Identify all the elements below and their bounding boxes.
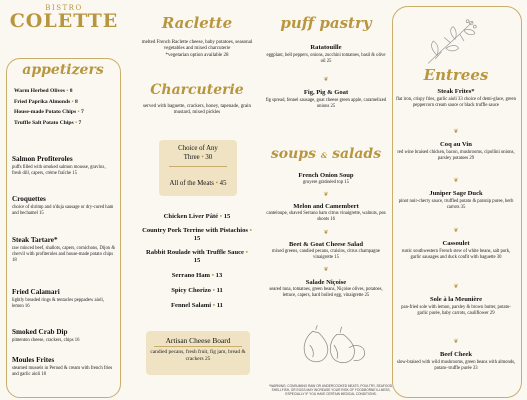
item-desc: pan-fried sole with lemon, parsley & brown butter, potato-garlic purée, baby carrots, cauliflower 29 bbox=[401, 305, 511, 317]
item-name: Juniper Sage Duck bbox=[429, 190, 483, 197]
item-desc: choice of shrimp and n'duja sausage or dry-cured ham and bechamel 15 bbox=[12, 205, 114, 217]
charcuterie-item: Rabbit Roulade with Truffle Sauce • 15 bbox=[146, 249, 248, 264]
appetizer-item bbox=[12, 155, 116, 177]
brand-name: COLETTE bbox=[9, 10, 119, 32]
raclette-desc: melted French Raclette cheese, baby potatoes, seasonal vegetables and mixed charcuterie *vegetarian option available 28 bbox=[141, 40, 253, 58]
small-item: Truffle Salt Potato Chips • 7 bbox=[14, 119, 82, 126]
entree-item bbox=[396, 351, 516, 372]
item-desc: red wine braised chicken, bacon, mushrooms, cipollini onions, parsley potatoes 29 bbox=[397, 150, 515, 162]
entree-item bbox=[396, 88, 516, 109]
item-name: Fig, Pig & Goat bbox=[303, 89, 349, 96]
charcuterie-item: Spicy Chorizo • 11 bbox=[171, 287, 223, 294]
flourish-icon: ❦ bbox=[323, 229, 329, 236]
appetizer-item bbox=[12, 356, 116, 378]
item-name: Ratatouille bbox=[310, 44, 342, 51]
cheese-board-desc: candied pecans, fresh fruit, fig jam, bread & crackers 25 bbox=[150, 349, 246, 362]
entree-item bbox=[396, 141, 516, 162]
item-name: Coq au Vin bbox=[440, 141, 472, 148]
item-desc: slow-braised with wild mushrooms, green beans with almonds, potato–truffle purée 33 bbox=[396, 360, 516, 372]
appetizer-item bbox=[12, 195, 116, 217]
item-desc: pimenton cheese, crackers, chips 16 bbox=[12, 338, 80, 343]
soup-item bbox=[264, 279, 388, 299]
appetizer-item bbox=[12, 328, 116, 344]
item-desc: fig spread, fennel sausage, goat cheese green apple, caramelized onions 25 bbox=[265, 98, 387, 110]
options-divider bbox=[169, 166, 227, 167]
item-desc: lightly breaded rings & tentacles peppadew aioli, lemon 16 bbox=[12, 298, 105, 310]
pastry-item bbox=[264, 44, 388, 65]
item-desc: mixed greens, candied pecans, craisins, citrus champagne vinaigrette 15 bbox=[272, 249, 380, 261]
item-name: Sole à la Meunière bbox=[429, 296, 483, 303]
soup-item bbox=[264, 241, 388, 261]
item-name: Steak Tartare* bbox=[12, 236, 58, 244]
item-desc: raw minced beef, shallots, capers, cornichons, Dijon & chervil with profiteroles and house-made potato chips 18 bbox=[12, 246, 115, 264]
soup-item bbox=[264, 172, 388, 186]
all-meats-line: All of the Meats • 45 bbox=[169, 180, 227, 187]
flourish-icon: ❦ bbox=[323, 191, 329, 198]
appetizers-title: appetizers bbox=[22, 62, 104, 78]
item-desc: steamed mussels in Pernod & cream with french fries and garlic aioli 18 bbox=[12, 366, 113, 378]
item-desc: seared tuna, tomatoes, green beans, Niçoise olives, potatoes, lettuce, capers, hard boiled egg, vinaigrette 25 bbox=[269, 287, 383, 299]
item-name: Melon and Camembert bbox=[293, 203, 359, 210]
entree-item bbox=[396, 190, 516, 211]
item-name: Smoked Crab Dip bbox=[12, 328, 68, 336]
raclette-title: Raclette bbox=[161, 14, 233, 32]
charcuterie-item: Country Pork Terrine with Pistachios • 15 bbox=[142, 227, 252, 242]
brand-top: BISTRO bbox=[45, 4, 83, 12]
item-desc: canteloupe, shaved Serrano ham citrus vinaigrette, walnuts, pea shoots 16 bbox=[266, 211, 386, 223]
botanical-illustration bbox=[418, 14, 492, 68]
flourish-icon: ❦ bbox=[453, 177, 459, 184]
charcuterie-item: Serrano Ham • 13 bbox=[171, 272, 223, 279]
charcuterie-item: Fennel Salami • 11 bbox=[171, 302, 223, 309]
warning-note: *WARNING: CONSUMING RAW OR UNDERCOOKED MEATS, POULTRY, SEAFOOD, SHELLFISH, OR EGGS MAY INCREASE YOUR RISK OF FOODBORNE ILLNESS, ESPECIALLY IF YOU HAVE CERTAIN MEDICAL CONDITIONS. bbox=[268, 384, 394, 396]
appetizer-item bbox=[12, 236, 116, 264]
charcuterie-desc: served with baguette, crackers, honey, tapenade, grain mustard, mixed pickles bbox=[143, 104, 251, 116]
soup-item bbox=[264, 203, 388, 223]
fig-illustration bbox=[296, 320, 372, 370]
cheese-divider bbox=[154, 346, 242, 347]
charcuterie-title: Charcuterie bbox=[150, 82, 244, 98]
item-name: Moules Frites bbox=[12, 356, 55, 364]
item-name: French Onion Soup bbox=[298, 172, 354, 179]
item-desc: puffs filled with smoked salmon mousse, gravlox, fresh dill, capers, crème fraîche 15 bbox=[12, 165, 106, 177]
entree-item bbox=[396, 240, 516, 261]
entree-item bbox=[396, 296, 516, 317]
choice-any-line: Three • 30 bbox=[183, 154, 213, 161]
item-desc: eggplant, bell peppers, onions, zucchini tomatoes, basil & olive oil 25 bbox=[266, 53, 386, 65]
item-name: Cassoulet bbox=[442, 240, 470, 247]
cheese-board-title: Artisan Cheese Board bbox=[165, 336, 231, 345]
item-name: Salmon Profiteroles bbox=[12, 155, 73, 163]
small-item: House-made Potato Chips • 7 bbox=[14, 109, 84, 115]
item-desc: rustic southwestern French stew of white beans, salt pork, garlic sausages and duck confit with baguette 30 bbox=[401, 249, 511, 261]
charcuterie-list bbox=[142, 212, 252, 310]
item-name: Beet & Goat Cheese Salad bbox=[289, 241, 363, 248]
flourish-icon: ❦ bbox=[453, 283, 459, 290]
item-name: Croquettes bbox=[12, 195, 46, 203]
entrees-title: Entrees bbox=[423, 66, 489, 84]
small-item: Fried Paprika Almonds • 8 bbox=[14, 98, 78, 105]
appetizer-item bbox=[12, 288, 116, 310]
flourish-icon: ❦ bbox=[323, 76, 329, 83]
item-desc: pinot noir-cherry sauce, truffled potato & parsnip puree, herb carrots 35 bbox=[398, 199, 514, 211]
item-name: Salade Niçoise bbox=[305, 279, 347, 286]
pastry-item bbox=[264, 89, 388, 110]
soups-salads-title: soups & salads bbox=[270, 146, 382, 162]
flourish-icon: ❦ bbox=[453, 338, 459, 345]
appetizers-small-list bbox=[14, 86, 118, 128]
flourish-icon: ❦ bbox=[453, 227, 459, 234]
puff-pastry-title: puff pastry bbox=[280, 14, 372, 32]
item-desc: flat iron, crispy fries, garlic aioli 33 choice of demi-glace, green peppercorn cream sauce or black truffle sauce bbox=[396, 97, 516, 109]
choice-any-label: Choice of Any bbox=[178, 145, 218, 152]
flourish-icon: ❦ bbox=[453, 128, 459, 135]
item-name: Beef Cheek bbox=[439, 351, 473, 358]
flourish-icon: ❦ bbox=[323, 266, 329, 273]
item-desc: gruyere gratinéed top 15 bbox=[303, 180, 349, 185]
charcuterie-item: Chicken Liver Pâté • 15 bbox=[163, 213, 231, 220]
small-item: Warm Herbed Olives • 8 bbox=[14, 88, 73, 94]
item-name: Fried Calamari bbox=[12, 288, 60, 296]
item-name: Steak Frites* bbox=[437, 88, 475, 95]
